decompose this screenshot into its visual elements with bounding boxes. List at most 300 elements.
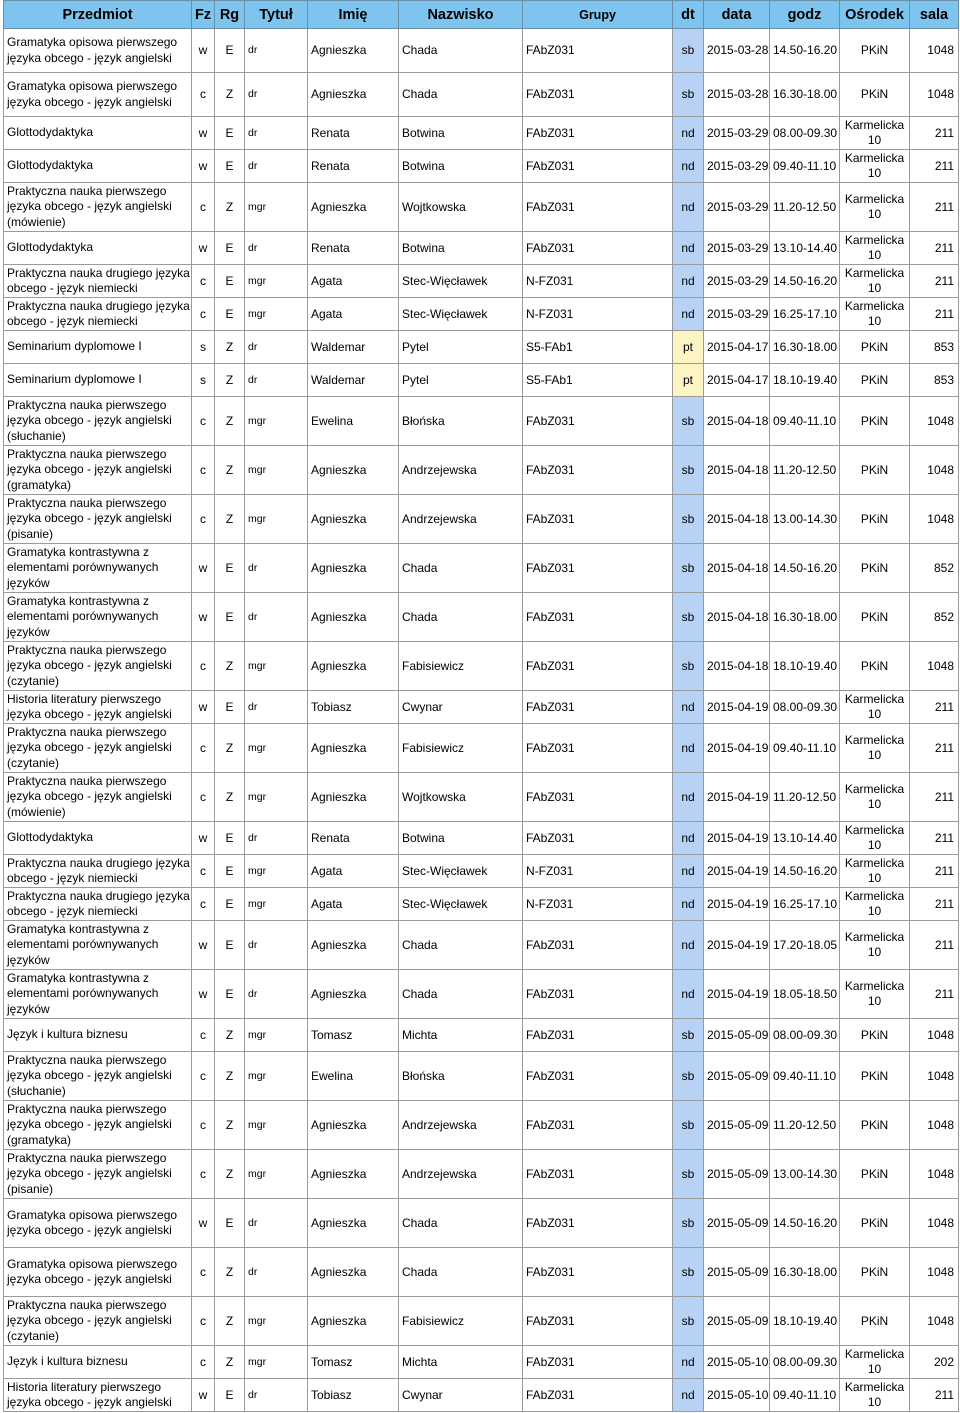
subject-cell: Język i kultura biznesu — [4, 1346, 192, 1379]
fz-cell: w — [192, 691, 215, 724]
date-cell: 2015-04-18 — [704, 495, 770, 544]
group-cell: N-FZ031 — [523, 888, 673, 921]
last-name-cell: Botwina — [399, 822, 523, 855]
day-cell: sb — [673, 29, 704, 73]
rg-cell: E — [215, 150, 245, 183]
date-cell: 2015-04-18 — [704, 544, 770, 593]
last-name-cell: Chada — [399, 1199, 523, 1248]
day-cell: sb — [673, 495, 704, 544]
group-cell: FAbZ031 — [523, 642, 673, 691]
table-row — [4, 331, 959, 364]
center-cell: Karmelicka 10 — [840, 265, 910, 298]
rg-cell: E — [215, 29, 245, 73]
title-cell: dr — [245, 1248, 308, 1297]
subject-cell: Gramatyka kontrastywna z elementami porównywanych języków — [4, 544, 192, 593]
title-cell: dr — [245, 117, 308, 150]
time-cell: 13.00-14.30 — [770, 495, 840, 544]
center-cell: Karmelicka 10 — [840, 1346, 910, 1379]
time-cell: 18.10-19.40 — [770, 642, 840, 691]
rg-cell: Z — [215, 1052, 245, 1101]
title-cell: mgr — [245, 1052, 308, 1101]
group-cell: FAbZ031 — [523, 232, 673, 265]
day-cell: sb — [673, 1052, 704, 1101]
fz-cell: w — [192, 232, 215, 265]
table-row — [4, 1052, 959, 1101]
last-name-cell: Wojtkowska — [399, 773, 523, 822]
center-cell: Karmelicka 10 — [840, 183, 910, 232]
header-dt: dt — [673, 1, 704, 29]
date-cell: 2015-04-18 — [704, 642, 770, 691]
last-name-cell: Cwynar — [399, 691, 523, 724]
group-cell: FAbZ031 — [523, 724, 673, 773]
table-row — [4, 822, 959, 855]
room-cell: 202 — [910, 1346, 959, 1379]
center-cell: Karmelicka 10 — [840, 298, 910, 331]
date-cell: 2015-04-19 — [704, 724, 770, 773]
room-cell: 211 — [910, 232, 959, 265]
title-cell: mgr — [245, 183, 308, 232]
last-name-cell: Andrzejewska — [399, 1150, 523, 1199]
table-row — [4, 921, 959, 970]
last-name-cell: Stec-Więcławek — [399, 265, 523, 298]
table-row — [4, 1346, 959, 1379]
header-room: sala — [910, 1, 959, 29]
day-cell: sb — [673, 1150, 704, 1199]
table-row — [4, 544, 959, 593]
subject-cell: Glottodydaktyka — [4, 150, 192, 183]
subject-cell: Glottodydaktyka — [4, 232, 192, 265]
time-cell: 11.20-12.50 — [770, 183, 840, 232]
day-cell: nd — [673, 888, 704, 921]
fz-cell: c — [192, 1019, 215, 1052]
time-cell: 16.30-18.00 — [770, 593, 840, 642]
group-cell: FAbZ031 — [523, 29, 673, 73]
first-name-cell: Agnieszka — [308, 773, 399, 822]
last-name-cell: Chada — [399, 593, 523, 642]
first-name-cell: Renata — [308, 822, 399, 855]
room-cell: 211 — [910, 970, 959, 1019]
rg-cell: Z — [215, 1101, 245, 1150]
group-cell: FAbZ031 — [523, 970, 673, 1019]
time-cell: 11.20-12.50 — [770, 1101, 840, 1150]
subject-cell: Seminarium dyplomowe I — [4, 331, 192, 364]
day-cell: nd — [673, 183, 704, 232]
day-cell: sb — [673, 1101, 704, 1150]
date-cell: 2015-04-18 — [704, 397, 770, 446]
title-cell: dr — [245, 691, 308, 724]
first-name-cell: Ewelina — [308, 397, 399, 446]
time-cell: 09.40-11.10 — [770, 397, 840, 446]
time-cell: 14.50-16.20 — [770, 265, 840, 298]
table-row — [4, 446, 959, 495]
room-cell: 211 — [910, 921, 959, 970]
time-cell: 16.30-18.00 — [770, 331, 840, 364]
subject-cell: Gramatyka opisowa pierwszego języka obcego - język angielski — [4, 29, 192, 73]
time-cell: 14.50-16.20 — [770, 855, 840, 888]
group-cell: FAbZ031 — [523, 822, 673, 855]
first-name-cell: Ewelina — [308, 1052, 399, 1101]
title-cell: mgr — [245, 1019, 308, 1052]
last-name-cell: Chada — [399, 544, 523, 593]
rg-cell: E — [215, 265, 245, 298]
table-row — [4, 888, 959, 921]
time-cell: 08.00-09.30 — [770, 691, 840, 724]
subject-cell: Praktyczna nauka pierwszego języka obcego - język angielski (słuchanie) — [4, 1052, 192, 1101]
group-cell: FAbZ031 — [523, 73, 673, 117]
title-cell: mgr — [245, 724, 308, 773]
first-name-cell: Agata — [308, 888, 399, 921]
fz-cell: w — [192, 593, 215, 642]
rg-cell: Z — [215, 183, 245, 232]
last-name-cell: Stec-Więcławek — [399, 888, 523, 921]
last-name-cell: Andrzejewska — [399, 1101, 523, 1150]
table-row — [4, 298, 959, 331]
header-date: data — [704, 1, 770, 29]
time-cell: 16.25-17.10 — [770, 298, 840, 331]
center-cell: PKiN — [840, 495, 910, 544]
day-cell: nd — [673, 773, 704, 822]
date-cell: 2015-05-09 — [704, 1248, 770, 1297]
first-name-cell: Renata — [308, 150, 399, 183]
subject-cell: Gramatyka kontrastywna z elementami porównywanych języków — [4, 921, 192, 970]
first-name-cell: Agnieszka — [308, 1248, 399, 1297]
room-cell: 211 — [910, 150, 959, 183]
table-row — [4, 773, 959, 822]
last-name-cell: Chada — [399, 1248, 523, 1297]
day-cell: pt — [673, 364, 704, 397]
group-cell: FAbZ031 — [523, 1346, 673, 1379]
fz-cell: w — [192, 29, 215, 73]
center-cell: Karmelicka 10 — [840, 117, 910, 150]
fz-cell: c — [192, 1346, 215, 1379]
first-name-cell: Agnieszka — [308, 73, 399, 117]
date-cell: 2015-03-29 — [704, 265, 770, 298]
subject-cell: Historia literatury pierwszego języka obcego - język angielski — [4, 691, 192, 724]
day-cell: nd — [673, 855, 704, 888]
rg-cell: Z — [215, 773, 245, 822]
last-name-cell: Chada — [399, 970, 523, 1019]
group-cell: N-FZ031 — [523, 855, 673, 888]
subject-cell: Historia literatury pierwszego języka obcego - język angielski — [4, 1379, 192, 1412]
date-cell: 2015-05-10 — [704, 1379, 770, 1412]
date-cell: 2015-04-19 — [704, 921, 770, 970]
room-cell: 1048 — [910, 1297, 959, 1346]
last-name-cell: Stec-Więcławek — [399, 298, 523, 331]
title-cell: mgr — [245, 642, 308, 691]
date-cell: 2015-04-18 — [704, 593, 770, 642]
center-cell: Karmelicka 10 — [840, 970, 910, 1019]
room-cell: 852 — [910, 544, 959, 593]
day-cell: sb — [673, 1297, 704, 1346]
center-cell: Karmelicka 10 — [840, 921, 910, 970]
time-cell: 09.40-11.10 — [770, 724, 840, 773]
fz-cell: s — [192, 331, 215, 364]
date-cell: 2015-03-29 — [704, 117, 770, 150]
rg-cell: E — [215, 691, 245, 724]
center-cell: Karmelicka 10 — [840, 773, 910, 822]
first-name-cell: Agata — [308, 265, 399, 298]
table-row — [4, 1379, 959, 1412]
rg-cell: Z — [215, 1297, 245, 1346]
room-cell: 1048 — [910, 1101, 959, 1150]
center-cell: Karmelicka 10 — [840, 691, 910, 724]
last-name-cell: Andrzejewska — [399, 495, 523, 544]
date-cell: 2015-05-09 — [704, 1199, 770, 1248]
last-name-cell: Fabisiewicz — [399, 724, 523, 773]
first-name-cell: Tomasz — [308, 1346, 399, 1379]
date-cell: 2015-04-19 — [704, 970, 770, 1019]
time-cell: 09.40-11.10 — [770, 150, 840, 183]
first-name-cell: Agata — [308, 855, 399, 888]
fz-cell: s — [192, 364, 215, 397]
day-cell: nd — [673, 1379, 704, 1412]
fz-cell: w — [192, 921, 215, 970]
title-cell: mgr — [245, 495, 308, 544]
fz-cell: c — [192, 183, 215, 232]
subject-cell: Seminarium dyplomowe I — [4, 364, 192, 397]
center-cell: PKiN — [840, 29, 910, 73]
time-cell: 14.50-16.20 — [770, 1199, 840, 1248]
group-cell: S5-FAb1 — [523, 331, 673, 364]
room-cell: 211 — [910, 855, 959, 888]
fz-cell: c — [192, 1248, 215, 1297]
date-cell: 2015-04-19 — [704, 822, 770, 855]
header-groups: Grupy — [523, 1, 673, 29]
center-cell: PKiN — [840, 1199, 910, 1248]
day-cell: sb — [673, 1019, 704, 1052]
center-cell: Karmelicka 10 — [840, 855, 910, 888]
date-cell: 2015-03-28 — [704, 73, 770, 117]
time-cell: 08.00-09.30 — [770, 117, 840, 150]
last-name-cell: Stec-Więcławek — [399, 855, 523, 888]
title-cell: mgr — [245, 265, 308, 298]
group-cell: FAbZ031 — [523, 183, 673, 232]
fz-cell: c — [192, 1150, 215, 1199]
rg-cell: E — [215, 544, 245, 593]
date-cell: 2015-03-29 — [704, 183, 770, 232]
center-cell: PKiN — [840, 642, 910, 691]
title-cell: mgr — [245, 773, 308, 822]
title-cell: mgr — [245, 397, 308, 446]
rg-cell: Z — [215, 1248, 245, 1297]
fz-cell: c — [192, 298, 215, 331]
time-cell: 17.20-18.05 — [770, 921, 840, 970]
subject-cell: Praktyczna nauka pierwszego języka obcego - język angielski (czytanie) — [4, 724, 192, 773]
first-name-cell: Waldemar — [308, 331, 399, 364]
title-cell: dr — [245, 331, 308, 364]
header-fz: Fz — [192, 1, 215, 29]
fz-cell: w — [192, 1199, 215, 1248]
first-name-cell: Tobiasz — [308, 691, 399, 724]
day-cell: sb — [673, 1248, 704, 1297]
header-subject: Przedmiot — [4, 1, 192, 29]
table-row — [4, 1019, 959, 1052]
first-name-cell: Agnieszka — [308, 921, 399, 970]
first-name-cell: Agnieszka — [308, 1199, 399, 1248]
last-name-cell: Błońska — [399, 1052, 523, 1101]
day-cell: nd — [673, 1346, 704, 1379]
room-cell: 211 — [910, 822, 959, 855]
title-cell: mgr — [245, 888, 308, 921]
table-row — [4, 232, 959, 265]
rg-cell: E — [215, 593, 245, 642]
table-row — [4, 150, 959, 183]
title-cell: dr — [245, 1379, 308, 1412]
time-cell: 11.20-12.50 — [770, 446, 840, 495]
first-name-cell: Agnieszka — [308, 495, 399, 544]
date-cell: 2015-04-19 — [704, 691, 770, 724]
fz-cell: c — [192, 73, 215, 117]
day-cell: sb — [673, 1199, 704, 1248]
center-cell: PKiN — [840, 331, 910, 364]
subject-cell: Praktyczna nauka drugiego języka obcego - język niemiecki — [4, 298, 192, 331]
last-name-cell: Błońska — [399, 397, 523, 446]
fz-cell: w — [192, 822, 215, 855]
time-cell: 08.00-09.30 — [770, 1019, 840, 1052]
date-cell: 2015-04-19 — [704, 773, 770, 822]
first-name-cell: Agnieszka — [308, 544, 399, 593]
time-cell: 16.30-18.00 — [770, 73, 840, 117]
center-cell: Karmelicka 10 — [840, 724, 910, 773]
rg-cell: E — [215, 921, 245, 970]
table-row — [4, 642, 959, 691]
table-row — [4, 29, 959, 73]
rg-cell: Z — [215, 331, 245, 364]
group-cell: FAbZ031 — [523, 1150, 673, 1199]
day-cell: nd — [673, 117, 704, 150]
room-cell: 1048 — [910, 1150, 959, 1199]
time-cell: 13.10-14.40 — [770, 232, 840, 265]
title-cell: dr — [245, 29, 308, 73]
time-cell: 13.10-14.40 — [770, 822, 840, 855]
rg-cell: E — [215, 117, 245, 150]
room-cell: 211 — [910, 298, 959, 331]
fz-cell: c — [192, 446, 215, 495]
room-cell: 853 — [910, 364, 959, 397]
rg-cell: Z — [215, 73, 245, 117]
date-cell: 2015-03-28 — [704, 29, 770, 73]
center-cell: PKiN — [840, 544, 910, 593]
first-name-cell: Tomasz — [308, 1019, 399, 1052]
rg-cell: E — [215, 888, 245, 921]
date-cell: 2015-04-19 — [704, 888, 770, 921]
subject-cell: Praktyczna nauka drugiego języka obcego - język niemiecki — [4, 888, 192, 921]
center-cell: PKiN — [840, 1297, 910, 1346]
room-cell: 211 — [910, 265, 959, 298]
rg-cell: E — [215, 298, 245, 331]
subject-cell: Praktyczna nauka drugiego języka obcego - język niemiecki — [4, 265, 192, 298]
center-cell: PKiN — [840, 397, 910, 446]
first-name-cell: Agnieszka — [308, 1101, 399, 1150]
group-cell: FAbZ031 — [523, 544, 673, 593]
subject-cell: Praktyczna nauka drugiego języka obcego - język niemiecki — [4, 855, 192, 888]
room-cell: 1048 — [910, 73, 959, 117]
time-cell: 18.05-18.50 — [770, 970, 840, 1019]
fz-cell: w — [192, 150, 215, 183]
group-cell: FAbZ031 — [523, 773, 673, 822]
date-cell: 2015-05-09 — [704, 1101, 770, 1150]
title-cell: mgr — [245, 1150, 308, 1199]
last-name-cell: Wojtkowska — [399, 183, 523, 232]
day-cell: sb — [673, 544, 704, 593]
room-cell: 853 — [910, 331, 959, 364]
table-row — [4, 183, 959, 232]
rg-cell: Z — [215, 642, 245, 691]
table-row — [4, 691, 959, 724]
table-row — [4, 970, 959, 1019]
header-center: Ośrodek — [840, 1, 910, 29]
table-row — [4, 397, 959, 446]
group-cell: FAbZ031 — [523, 446, 673, 495]
center-cell: Karmelicka 10 — [840, 1379, 910, 1412]
rg-cell: Z — [215, 495, 245, 544]
day-cell: nd — [673, 691, 704, 724]
room-cell: 1048 — [910, 495, 959, 544]
rg-cell: Z — [215, 397, 245, 446]
first-name-cell: Agnieszka — [308, 642, 399, 691]
subject-cell: Praktyczna nauka pierwszego języka obcego - język angielski (gramatyka) — [4, 446, 192, 495]
day-cell: sb — [673, 73, 704, 117]
title-cell: dr — [245, 970, 308, 1019]
title-cell: dr — [245, 364, 308, 397]
title-cell: mgr — [245, 446, 308, 495]
room-cell: 211 — [910, 183, 959, 232]
title-cell: dr — [245, 593, 308, 642]
group-cell: FAbZ031 — [523, 1379, 673, 1412]
table-row — [4, 1150, 959, 1199]
group-cell: FAbZ031 — [523, 1019, 673, 1052]
date-cell: 2015-03-29 — [704, 232, 770, 265]
fz-cell: c — [192, 1101, 215, 1150]
header-rg: Rg — [215, 1, 245, 29]
fz-cell: w — [192, 970, 215, 1019]
group-cell: FAbZ031 — [523, 921, 673, 970]
time-cell: 18.10-19.40 — [770, 364, 840, 397]
first-name-cell: Agnieszka — [308, 593, 399, 642]
table-row — [4, 724, 959, 773]
fz-cell: c — [192, 773, 215, 822]
first-name-cell: Agnieszka — [308, 29, 399, 73]
room-cell: 1048 — [910, 1052, 959, 1101]
subject-cell: Gramatyka kontrastywna z elementami porównywanych języków — [4, 593, 192, 642]
time-cell: 18.10-19.40 — [770, 1297, 840, 1346]
day-cell: sb — [673, 642, 704, 691]
group-cell: S5-FAb1 — [523, 364, 673, 397]
title-cell: dr — [245, 921, 308, 970]
center-cell: PKiN — [840, 593, 910, 642]
day-cell: nd — [673, 298, 704, 331]
last-name-cell: Cwynar — [399, 1379, 523, 1412]
fz-cell: w — [192, 117, 215, 150]
day-cell: pt — [673, 331, 704, 364]
fz-cell: w — [192, 1379, 215, 1412]
center-cell: PKiN — [840, 1150, 910, 1199]
table-row — [4, 73, 959, 117]
title-cell: dr — [245, 1199, 308, 1248]
room-cell: 1048 — [910, 446, 959, 495]
time-cell: 08.00-09.30 — [770, 1346, 840, 1379]
group-cell: FAbZ031 — [523, 495, 673, 544]
subject-cell: Gramatyka opisowa pierwszego języka obcego - język angielski — [4, 1248, 192, 1297]
fz-cell: c — [192, 1297, 215, 1346]
table-row — [4, 855, 959, 888]
last-name-cell: Michta — [399, 1346, 523, 1379]
last-name-cell: Botwina — [399, 150, 523, 183]
table-row — [4, 1297, 959, 1346]
date-cell: 2015-03-29 — [704, 150, 770, 183]
center-cell: PKiN — [840, 1019, 910, 1052]
first-name-cell: Agata — [308, 298, 399, 331]
